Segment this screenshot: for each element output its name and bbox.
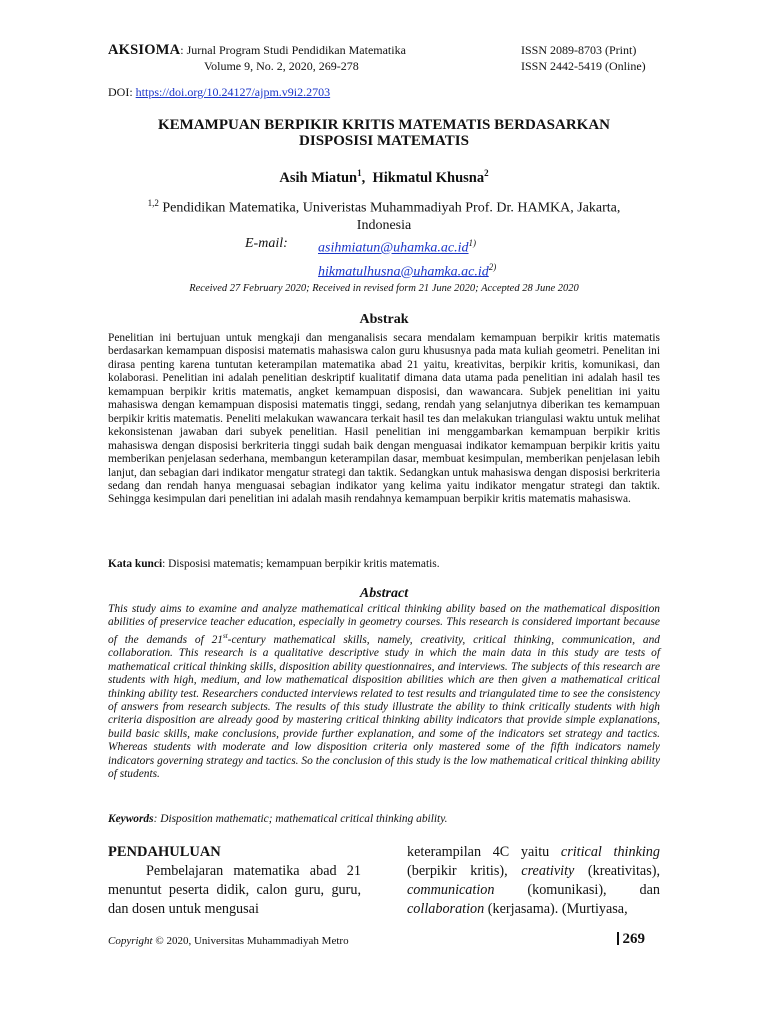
intro-left-text: Pembelajaran matematika abad 21 menuntut peserta didik, calon guru, guru, dan dosen untuk mengusai — [108, 863, 361, 917]
keywords-text: : Disposition mathematic; mathematical critical thinking ability. — [153, 813, 448, 825]
term-collaboration: collaboration — [407, 901, 485, 917]
abstract-body-part-2: -century mathematical skills, namely, creativity, critical thinking, communication, and collaboration. This research is a qualitative descriptive study in which the main data in this study are tests of mathematical critical thinking skills, disposition ability questionnaires, and interviews. The subjects of this research are students with high, medium, and low mathematical disposition abilities which are then given a mathematical critical thinking ability test. Researchers conducted interviews related to test results and triangulated time to see the consistency of answers from research subjects. The results of this study illustrate the ability to think critically students with high criteria disposition are already good by mastering critical thinking ability indicators that provide simple explanations, build basic skills, make conclusions, provide further explanation, and some of the indicators set strategy and tactics. Whereas students with moderate and low disposition criteria only mastered some of the fifth indicators namely indicators governing strategy and tactics. So the conclusion of this study is the low mathematical critical thinking ability of students. — [108, 633, 660, 781]
term-creativity: creativity — [521, 863, 575, 879]
email-label: E-mail: — [245, 236, 288, 251]
intro-right-text-2: (berpikir kritis), — [407, 863, 522, 879]
abstrak-heading: Abstrak — [359, 312, 409, 327]
kata-kunci-text: : Disposisi matematis; kemampuan berpikir kritis matematis. — [162, 558, 440, 570]
issn-print: ISSN 2089-8703 (Print) — [521, 43, 637, 57]
page-number-value: 269 — [622, 931, 645, 947]
author-1: Asih Miatun — [279, 169, 358, 186]
intro-right-text-3: (kreativitas), — [574, 863, 660, 879]
issn-online: ISSN 2442-5419 (Online) — [521, 59, 646, 73]
intro-right-column — [407, 843, 660, 919]
intro-heading: PENDAHULUAN — [108, 844, 221, 860]
copyright-text: © 2020, Universitas Muhammadiyah Metro — [152, 935, 349, 947]
journal-header — [108, 42, 406, 74]
kata-kunci-label: Kata kunci — [108, 558, 163, 570]
abstract-heading: Abstract — [359, 586, 409, 601]
journal-description: : Jurnal Program Studi Pendidikan Matematika — [180, 43, 406, 57]
abstract-body — [108, 603, 660, 782]
journal-name: AKSIOMA — [108, 42, 181, 58]
journal-volume: Volume 9, No. 2, 2020, 269-278 — [204, 59, 359, 73]
intro-right-text-1: keterampilan 4C yaitu — [407, 844, 561, 860]
affiliation-line-2: Indonesia — [356, 217, 412, 233]
intro-right-text-5: (kerjasama). (Murtiyasa, — [484, 901, 628, 917]
copyright-word: Copyright — [108, 935, 153, 947]
email-link-1[interactable]: asihmiatun@uhamka.ac.id — [318, 240, 469, 256]
author-separator: , — [361, 169, 373, 186]
author-2: Hikmatul Khusna — [372, 169, 485, 186]
intro-left-column — [108, 843, 361, 919]
abstract-body-part-1: This study aims to examine and analyze mathematical critical thinking ability based on the mathematical disposition abilities of preservice teacher education, especially in geometry courses. This research is considered important because of the demands of 21 — [108, 603, 660, 646]
email-2-marker: 2) — [488, 261, 497, 272]
keywords — [108, 812, 660, 826]
page-number — [617, 931, 645, 948]
copyright-footer — [108, 935, 349, 947]
title-line-2: DISPOSISI MATEMATIS — [299, 133, 469, 149]
author-list — [108, 163, 660, 188]
affiliation-line-1: Pendidikan Matematika, Univeristas Muhammadiyah Prof. Dr. HAMKA, Jakarta, — [158, 200, 621, 216]
intro-right-text-4: (komunikasi), dan — [494, 882, 660, 898]
email-block — [245, 234, 496, 281]
page-number-divider — [617, 932, 619, 945]
doi-link[interactable]: https://doi.org/10.24127/ajpm.v9i2.2703 — [135, 85, 331, 99]
keywords-label: Keywords — [108, 813, 154, 825]
doi-line — [108, 85, 330, 100]
abstract-superscript: st — [223, 631, 228, 640]
received-dates: Received 27 February 2020; Received in revised form 21 June 2020; Accepted 28 June 2020 — [189, 283, 579, 294]
abstrak-body: Penelitian ini bertujuan untuk mengkaji dan menganalisis secara mendalam kemampuan berpikir kritis matematis berdasarkan kemampuan disposisi matematis mahasiswa calon guru khususnya pada mata kuliah geometri. Penelitan ini dirasa penting karena tuntutan keterampilan matematika abad 21 yaitu, kreativitas, berpikir kritis, komunikasi, dan kolaborasi. Penelitian ini adalah penelitian deskriptif kualitatif dimana data utama pada penelitian ini adalah hasil tes kemampuan berpikir kritis matematis, angket kemampuan disposisi, dan wawancara. Subjek penelitian ini yaitu mahasiswa dengan kemampuan disposisi matematis tinggi, sedang, rendah yang selanjutnya diberikan tes kemampuan berpikir kritis matematis. Peneliti melakukan wawancara terkait hasil tes dan melakukan triangulasi waktu untuk melihat kekonsistenan jawaban dari subyek penelitian. Hasil penelitian ini menggambarkan kemampuan berpikir kritis mahasiswa dengan disposisi berkriteria tinggi sudah baik dengan menguasai indikator kemampuan berpikir kritis yaitu memberikan penjelasan sederhana, membangun keterampilan dasar, membuat kesimpulan, memberikan penjelasan lebih lanjut, dan sebagian dari indikator mengatur strategi dan taktik. Sedangkan untuk mahasiswa dengan disposisi berkriteria sedang dan rendah hanya menguasai sebagian indikator yang kelima yaitu indikator mengatur strategi dan taktik. Sehingga kesimpulan dari penelitian ini adalah masih rendahnya kemampuan berpikir kritis matematis mahasiswa. — [108, 332, 660, 506]
term-communication: communication — [407, 882, 495, 898]
email-link-2[interactable]: hikmatulhusna@uhamka.ac.id — [318, 264, 489, 280]
author-1-affil-marker: 1 — [357, 168, 362, 178]
affiliation-marker: 1,2 — [147, 198, 159, 208]
email-1-marker: 1) — [468, 238, 477, 248]
issn-block — [521, 42, 646, 74]
term-critical-thinking: critical thinking — [560, 844, 660, 860]
doi-label: DOI: — [108, 85, 136, 99]
kata-kunci — [108, 557, 660, 571]
author-2-affil-marker: 2 — [484, 168, 489, 178]
affiliation — [108, 195, 660, 234]
paper-title — [108, 117, 660, 149]
title-line-1: KEMAMPUAN BERPIKIR KRITIS MATEMATIS BERDASARKAN — [158, 117, 610, 133]
